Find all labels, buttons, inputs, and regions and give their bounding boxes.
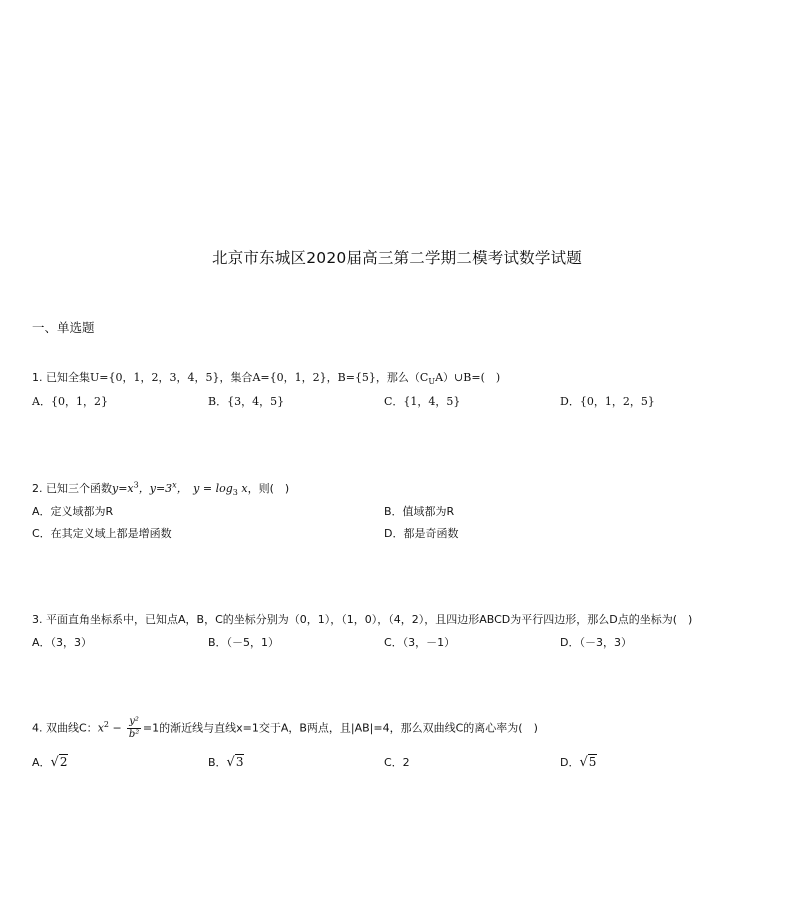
- function-1: y=x: [112, 482, 134, 495]
- option-d: [560, 754, 736, 770]
- question-3: [32, 611, 692, 627]
- sqrt-symbol: √5: [579, 755, 597, 770]
- option-a: A．{0，1，2}: [32, 395, 108, 408]
- option-label: D．: [560, 756, 580, 769]
- complement-subscript: U: [428, 377, 436, 387]
- option-a: [32, 754, 208, 770]
- question-3-options: [32, 634, 736, 650]
- question-1-options: [32, 393, 736, 409]
- option-a: A．定义域都为R: [32, 505, 114, 518]
- function-2-exponent: x: [172, 480, 177, 490]
- option-c: C．{1，4，5}: [384, 395, 461, 408]
- section-heading: 一、单选题: [32, 320, 95, 335]
- option-label: B．: [208, 756, 227, 769]
- log-base: 3: [232, 488, 238, 498]
- radicand: 5: [588, 755, 597, 769]
- question-2-options: [32, 503, 736, 541]
- function-3-arg: x: [237, 482, 248, 495]
- function-1-exponent: 3: [133, 480, 139, 490]
- fraction-numerator: y²: [129, 716, 139, 727]
- radicand: 2: [59, 755, 68, 769]
- option-label: C．2: [384, 756, 410, 769]
- question-number: 2.: [32, 482, 43, 495]
- question-text: 平面直角坐标系中，已知点A，B，C的坐标分别为（0，1），（1，0），（4，2），且四边形ABCD为平行四边形，那么D点的坐标为( ): [46, 613, 693, 626]
- option-c: C．在其定义域上都是增函数: [32, 527, 172, 540]
- question-text: 已知三个函数: [46, 482, 112, 495]
- question-4-options: [32, 754, 736, 770]
- question-number: 4.: [32, 721, 43, 735]
- fraction-denominator: b²: [128, 729, 140, 740]
- hyperbola-fraction: [127, 716, 141, 741]
- sqrt-symbol: √2: [50, 755, 68, 770]
- question-math: U={0，1，2，3，4，5}，集合: [90, 371, 253, 384]
- option-c: [384, 754, 560, 770]
- minus-sign: −: [109, 721, 126, 735]
- question-number: 1.: [32, 371, 43, 384]
- option-c: C．（3，－1）: [384, 636, 456, 649]
- hyperbola-x: x: [97, 721, 104, 735]
- question-math: A={0，1，2}，B={5}，那么（C: [252, 371, 429, 384]
- option-a: A．（3，3）: [32, 636, 93, 649]
- option-b: B．值域都为R: [384, 505, 455, 518]
- option-b: B．{3，4，5}: [208, 395, 285, 408]
- page-title: 北京市东城区2020届高三第二学期二模考试数学试题: [212, 249, 582, 267]
- function-2: ，y=3: [138, 482, 173, 495]
- question-2: [32, 480, 289, 497]
- question-text: 已知全集: [46, 371, 90, 384]
- function-3: ， y = log: [176, 482, 233, 495]
- hyperbola-x-exponent: 2: [103, 719, 109, 729]
- option-b: [208, 754, 384, 770]
- sqrt-symbol: √3: [226, 755, 244, 770]
- option-b: B．（－5，1）: [208, 636, 280, 649]
- question-text: ，则( ): [247, 482, 290, 495]
- question-text: 双曲线C：: [46, 721, 98, 735]
- question-4: [32, 716, 538, 741]
- question-text: =1的渐近线与直线x=1交于A，B两点，且|AB|=4，那么双曲线C的离心率为( ): [142, 721, 538, 735]
- option-d: D．（－3，3）: [560, 636, 632, 649]
- question-number: 3.: [32, 613, 43, 626]
- radicand: 3: [235, 755, 244, 769]
- option-d: D．{0，1，2，5}: [560, 395, 655, 408]
- question-math: A）∪B=( ): [435, 371, 501, 384]
- option-d: D．都是奇函数: [384, 527, 459, 540]
- option-label: A．: [32, 756, 51, 769]
- question-1: [32, 369, 500, 386]
